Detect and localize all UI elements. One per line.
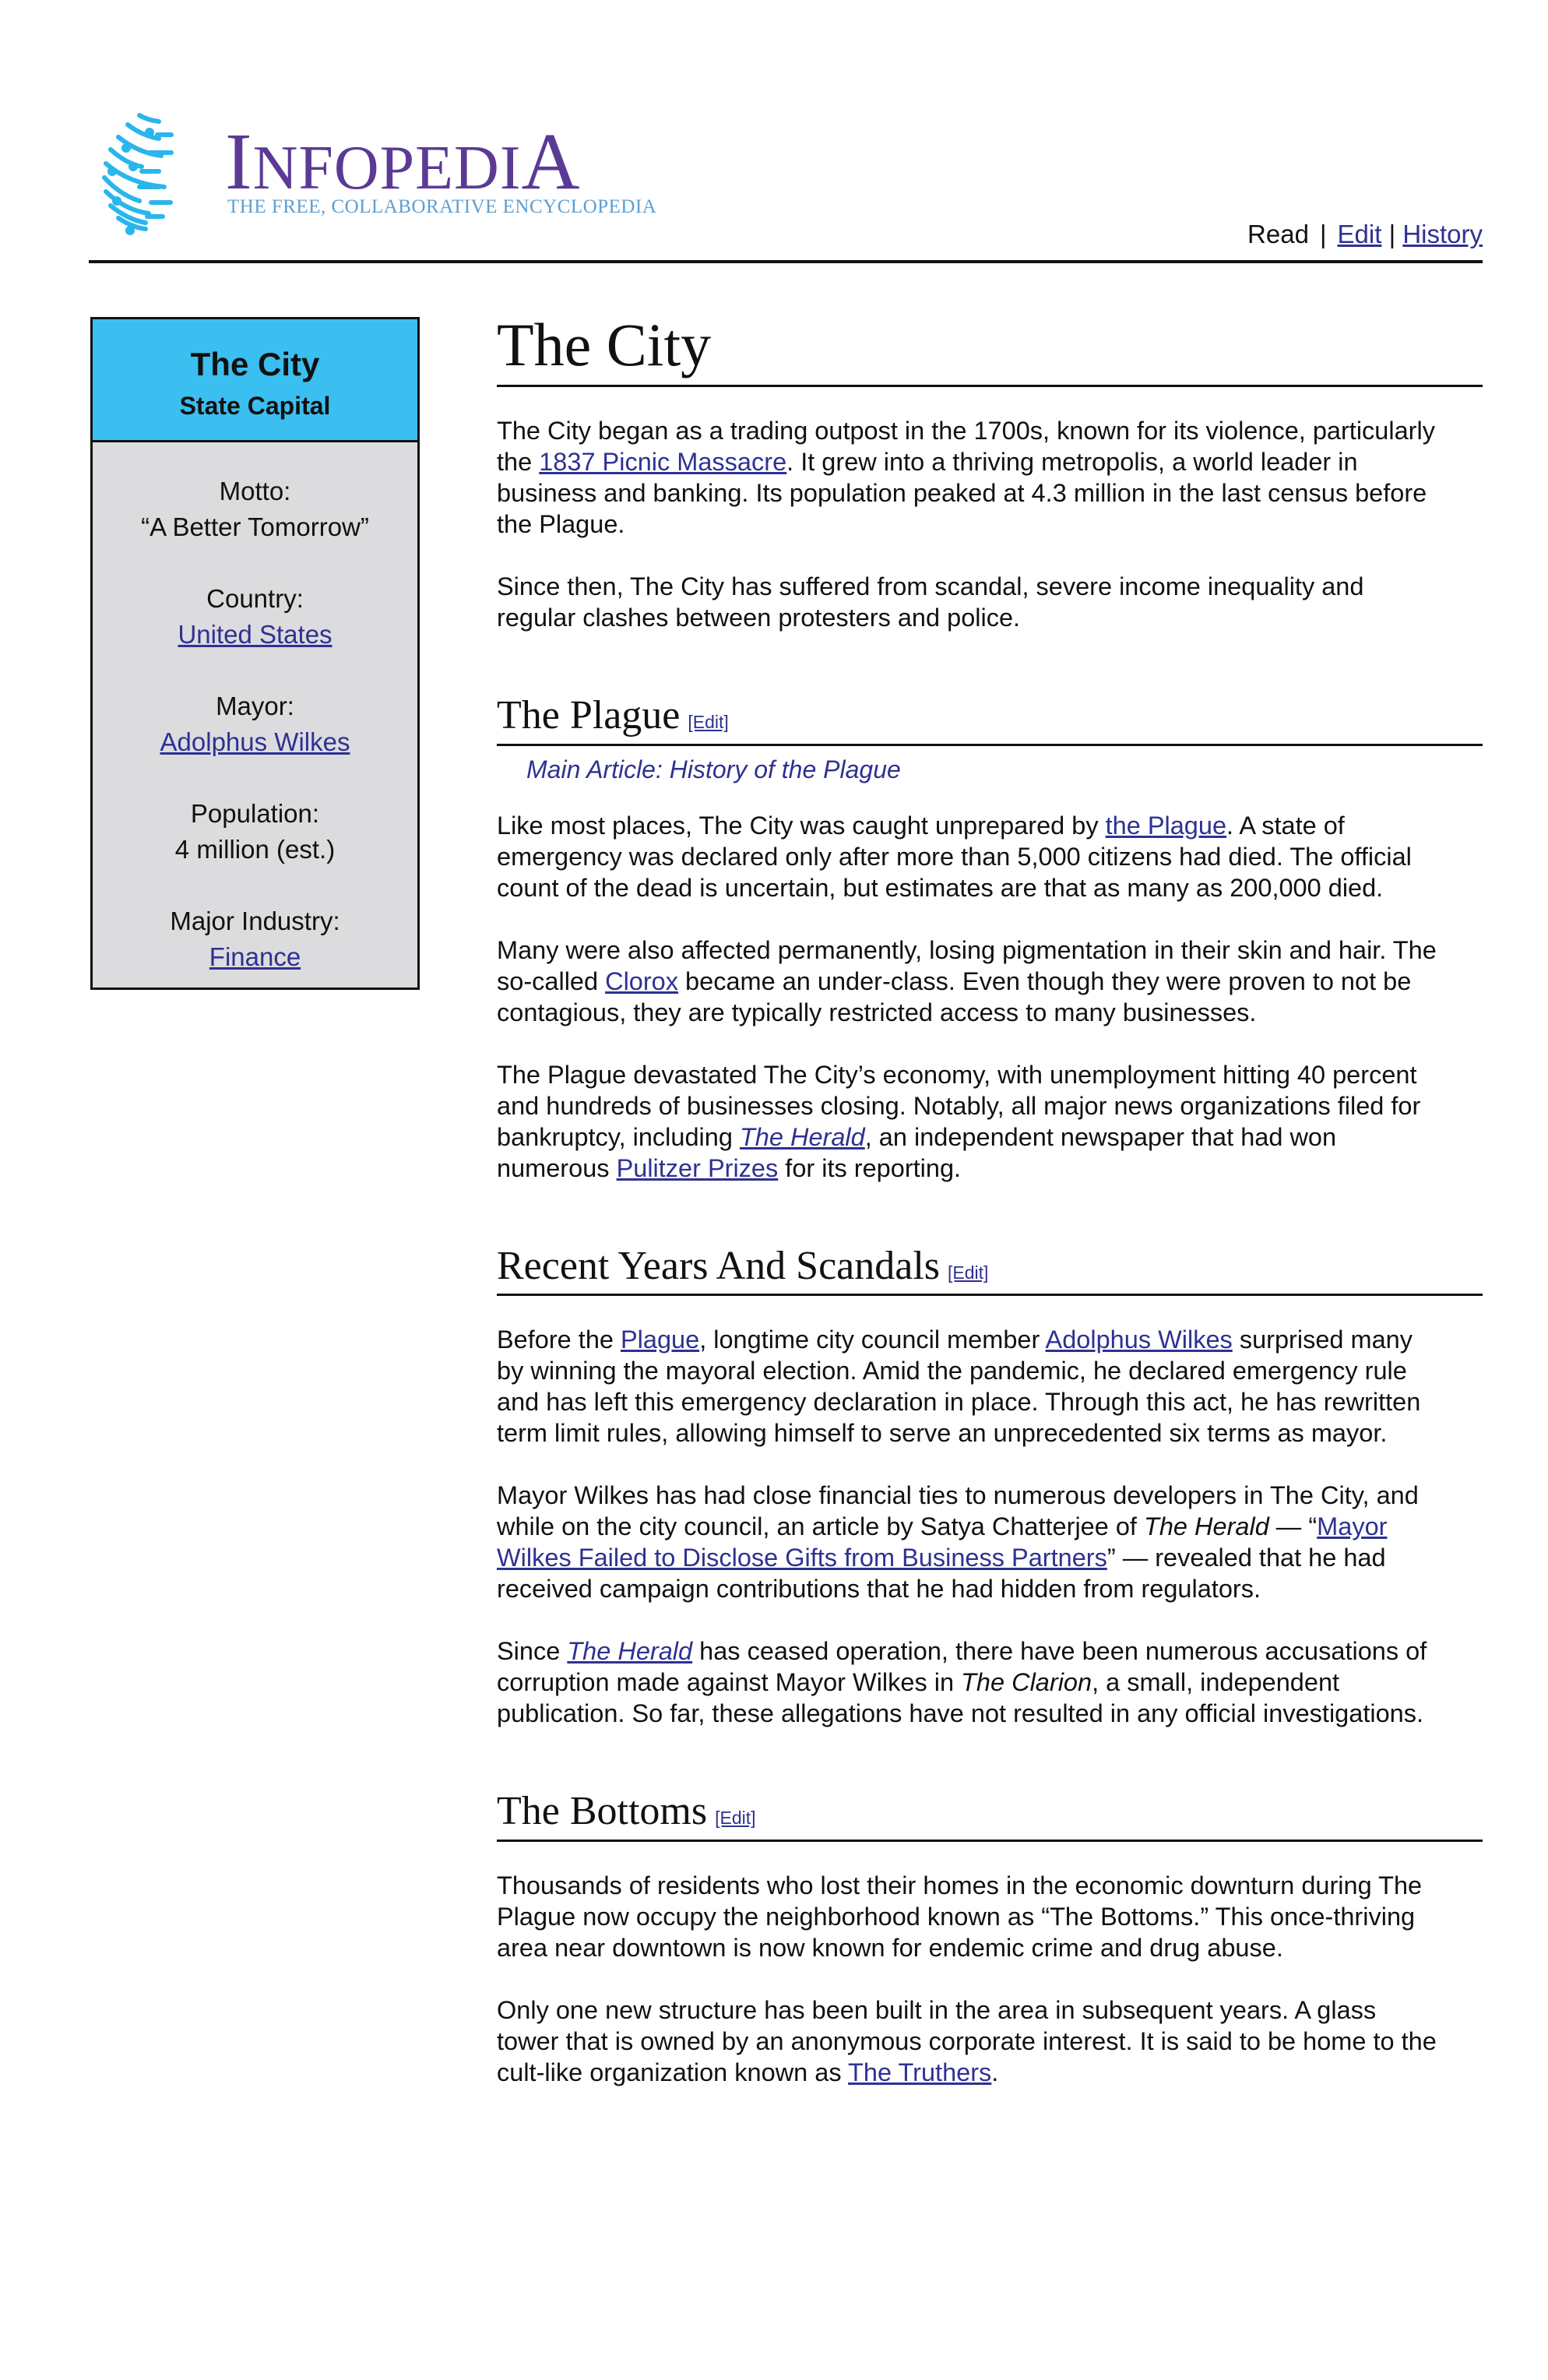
article-link[interactable]: the Plague [1105,811,1227,840]
infobox-field [93,581,417,653]
field-value[interactable]: Adolphus Wilkes [160,727,350,756]
site-header [89,93,1483,263]
logo-wordmark: INFOPEDIA [225,117,581,206]
field-label: Mayor: [216,692,294,720]
section-heading [497,1788,1483,1842]
text: Since [497,1637,568,1666]
main-article-link[interactable]: Main Article: History of the Plague [526,755,901,783]
field-value[interactable]: United States [178,620,332,649]
field-value: 4 million (est.) [174,835,336,864]
article-link[interactable]: Clorox [605,966,679,995]
text: , an independent newspaper that had won numerous [497,1122,1337,1182]
field-value: “A Better Tomorrow” [141,512,369,541]
text: The Plague devastated The City’s economy, with unemployment hitting 40 percent and hundreds of businesses closing. Notably, all major news organizations filed for bankruptcy, including [497,1060,1421,1151]
section-title: The Plague [497,692,681,738]
text: The Herald [1144,1512,1269,1541]
field-label: Motto: [219,477,291,505]
text: has ceased operation, there have been numerous accusations of corruption made against Mayor Wilkes in [497,1637,1427,1697]
paragraph [497,1480,1443,1604]
article-content [497,296,1483,2119]
separator: | [1388,220,1396,248]
text: , a small, independent publication. So far, these allegations have not resulted in any official investigations. [497,1668,1424,1728]
text: . [991,2058,999,2087]
text: , longtime city council member [699,1326,1046,1354]
field-label: Population: [190,799,320,828]
article-link[interactable]: The Herald [567,1637,693,1666]
section-heading [497,692,1483,746]
field-value[interactable]: Finance [209,942,301,971]
logo-tagline: THE FREE, COLLABORATIVE ENCYCLOPEDIA [227,196,657,217]
paragraph [497,571,1443,633]
paragraph [497,415,1443,540]
paragraph [497,1324,1443,1449]
infobox-subtitle: State Capital [179,392,331,420]
text: Thousands of residents who lost their homes in the economic downturn during The Plague now occupy the neighborhood known as “The Bottoms.” This once-thriving area near downtown is now known for endemic crime and drug abuse. [497,1871,1423,1963]
section-title: Recent Years And Scandals [497,1243,941,1288]
paragraph [497,810,1443,903]
article-link[interactable]: Plague [621,1326,700,1354]
article-link[interactable]: Mayor Wilkes Failed to Disclose Gifts from Business Partners [497,1512,1388,1572]
intro [497,415,1483,633]
text: The Clarion [961,1668,1092,1697]
history-link[interactable]: History [1402,220,1483,248]
read-tab[interactable]: Read [1247,220,1309,248]
paragraph [497,1870,1443,1963]
section-edit-link[interactable]: [Edit] [948,1262,989,1283]
text: . It grew into a thriving metropolis, a world leader in business and banking. Its population peaked at 4.3 million in the last census before the Plague. [497,447,1427,538]
infobox-title: The City [190,346,320,382]
text: — “ [1268,1512,1318,1541]
text: The City began as a trading outpost in the 1700s, known for its violence, particularly the [497,416,1435,476]
infobox-field [93,796,417,868]
text: Like most places, The City was caught unprepared by [497,811,1106,840]
site-logo[interactable] [89,100,790,240]
infobox-header [93,319,417,442]
field-label: Major Industry: [170,907,340,935]
infobox-field [93,474,417,545]
text: . A state of emergency was declared only after more than 5,000 citizens had died. The official count of the dead is uncertain, but estimates are that as many as 200,000 died. [497,811,1412,902]
section-edit-link[interactable]: [Edit] [715,1808,756,1829]
page-title: The City [497,296,1483,387]
text: Mayor Wilkes has had close financial ties to numerous developers in The City, and while on the city council, an article by Satya Chatterjee of [497,1481,1419,1541]
globe-icon [89,100,206,240]
infobox-field [93,903,417,975]
article-link[interactable]: The Truthers [848,2058,992,2087]
edit-link[interactable]: Edit [1337,220,1382,248]
article-link[interactable]: 1837 Picnic Massacre [539,447,787,476]
text: surprised many by winning the mayoral election. Amid the pandemic, he declared emergency rule and has left this emergency declaration in place. Through this act, he has rewritten term limit rules, allowing himself to serve an unprecedented six terms as mayor. [497,1326,1421,1448]
article-link[interactable]: Adolphus Wilkes [1045,1326,1233,1354]
text: ” — revealed that he had received campaign contributions that he had hidden from regulators. [497,1544,1386,1604]
text: Only one new structure has been built in the area in subsequent years. A glass tower that is owned by an anonymous corporate interest. It is said to be home to the cult-like organization known as [497,1996,1437,2087]
section-recent-years-and-scandals [497,1243,1483,1730]
infobox [90,317,420,990]
text: for its reporting. [778,1153,962,1182]
text: Before the [497,1326,621,1354]
field-label: Country: [206,584,304,613]
section-title: The Bottoms [497,1789,708,1834]
article-link[interactable]: Pulitzer Prizes [616,1153,779,1182]
infobox-field [93,688,417,760]
section-edit-link[interactable]: [Edit] [688,711,729,732]
infobox-fields [93,442,417,988]
page-actions [1247,220,1483,249]
section-heading [497,1243,1483,1297]
text: became an under-class. Even though they were proven to not be contagious, they are typically restricted access to many businesses. [497,966,1412,1026]
text: Since then, The City has suffered from scandal, severe income inequality and regular clashes between protesters and police. [497,572,1364,632]
section-the-bottoms [497,1788,1483,2088]
paragraph [497,1059,1443,1184]
section-the-plague [497,692,1483,1184]
separator: | [1319,220,1327,248]
article-link[interactable]: The Herald [739,1122,865,1151]
paragraph [497,1994,1443,2088]
paragraph [497,1635,1443,1729]
text: Many were also affected permanently, losing pigmentation in their skin and hair. The so-called [497,935,1437,995]
paragraph [497,935,1443,1028]
